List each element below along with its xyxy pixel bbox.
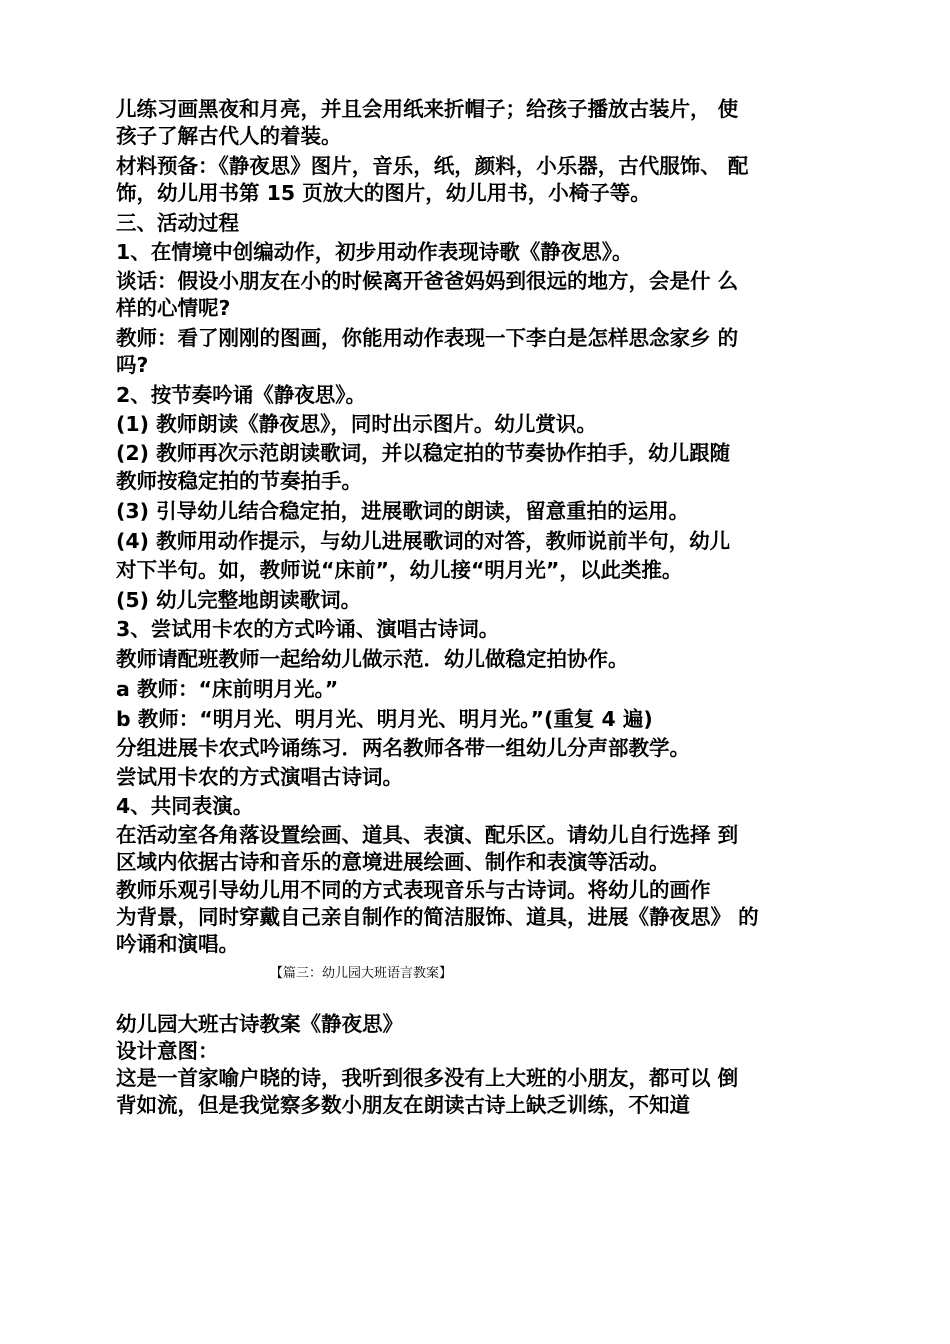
text-line: 背如流，但是我觉察多数小朋友在朗读古诗上缺乏训练，不知道 [116,1093,690,1117]
text-line: 在活动室各角落设置绘画、道具、表演、配乐区。请幼儿自行选择 到 [116,823,739,847]
text-line: (4) 教师用动作提示，与幼儿进展歌词的对答，教师说前半句，幼儿 [116,529,731,553]
text-line: a 教师：“床前明月光。” [116,677,339,701]
text-line: (5) 幼儿完整地朗读歌词。 [116,588,362,612]
text-line: 儿练习画黑夜和月亮，并且会用纸来折帽子；给孩子播放古装片， 使 [116,97,739,121]
section-heading: 【篇三：幼儿园大班语言教案】 [270,966,453,981]
text-line: (1) 教师朗读《静夜思》，同时出示图片。幼儿赏识。 [116,412,597,436]
text-line: 谈话：假设小朋友在小的时候离开爸爸妈妈到很远的地方，会是什 么 [116,269,739,293]
section-title: 三、活动过程 [116,211,239,235]
text-line: 这是一首家喻户晓的诗，我听到很多没有上大班的小朋友，都可以 倒 [116,1066,739,1090]
text-line: 吟诵和演唱。 [116,932,239,956]
text-line: 教师按稳定拍的节奏拍手。 [116,469,362,493]
text-line: 区域内依据古诗和音乐的意境进展绘画、制作和表演等活动。 [116,850,670,874]
text-line: 饰，幼儿用书第 15 页放大的图片，幼儿用书，小椅子等。 [116,181,651,205]
text-line: 对下半句。如，教师说“床前”，幼儿接“明月光”，以此类推。 [116,558,683,582]
text-line: 2、按节奏吟诵《静夜思》。 [116,383,367,407]
text-line: 教师乐观引导幼儿用不同的方式表现音乐与古诗词。将幼儿的画作 [116,878,711,902]
text-line: 设计意图： [116,1039,219,1063]
text-line: 孩子了解古代人的着装。 [116,124,342,148]
text-line: 3、尝试用卡农的方式吟诵、演唱古诗词。 [116,617,500,641]
text-line: (3) 引导幼儿结合稳定拍，进展歌词的朗读，留意重拍的运用。 [116,499,690,523]
text-line: 吗? [116,353,149,377]
text-line: 样的心情呢? [116,296,231,320]
doc-title: 幼儿园大班古诗教案《静夜思》 [116,1012,403,1036]
text-line: 分组进展卡农式吟诵练习．两名教师各带一组幼儿分声部教学。 [116,736,690,760]
text-line: 教师：看了刚刚的图画，你能用动作表现一下李白是怎样思念家乡 的 [116,326,739,350]
text-line: 为背景，同时穿戴自己亲自制作的简洁服饰、道具，进展《静夜思》 的 [116,905,759,929]
text-line: 1、在情境中创编动作，初步用动作表现诗歌《静夜思》。 [116,240,633,264]
text-line: 4、共同表演。 [116,794,254,818]
text-line: 尝试用卡农的方式演唱古诗词。 [116,765,403,789]
text-line: b 教师：“明月光、明月光、明月光、明月光。”(重复 4 遍) [116,707,653,731]
text-line: (2) 教师再次示范朗读歌词，并以稳定拍的节奏协作拍手，幼儿跟随 [116,441,731,465]
text-line: 教师请配班教师一起给幼儿做示范．幼儿做稳定拍协作。 [116,647,629,671]
text-line: 材料预备：《静夜思》图片，音乐，纸，颜料，小乐器，古代服饰、 配 [116,154,749,178]
